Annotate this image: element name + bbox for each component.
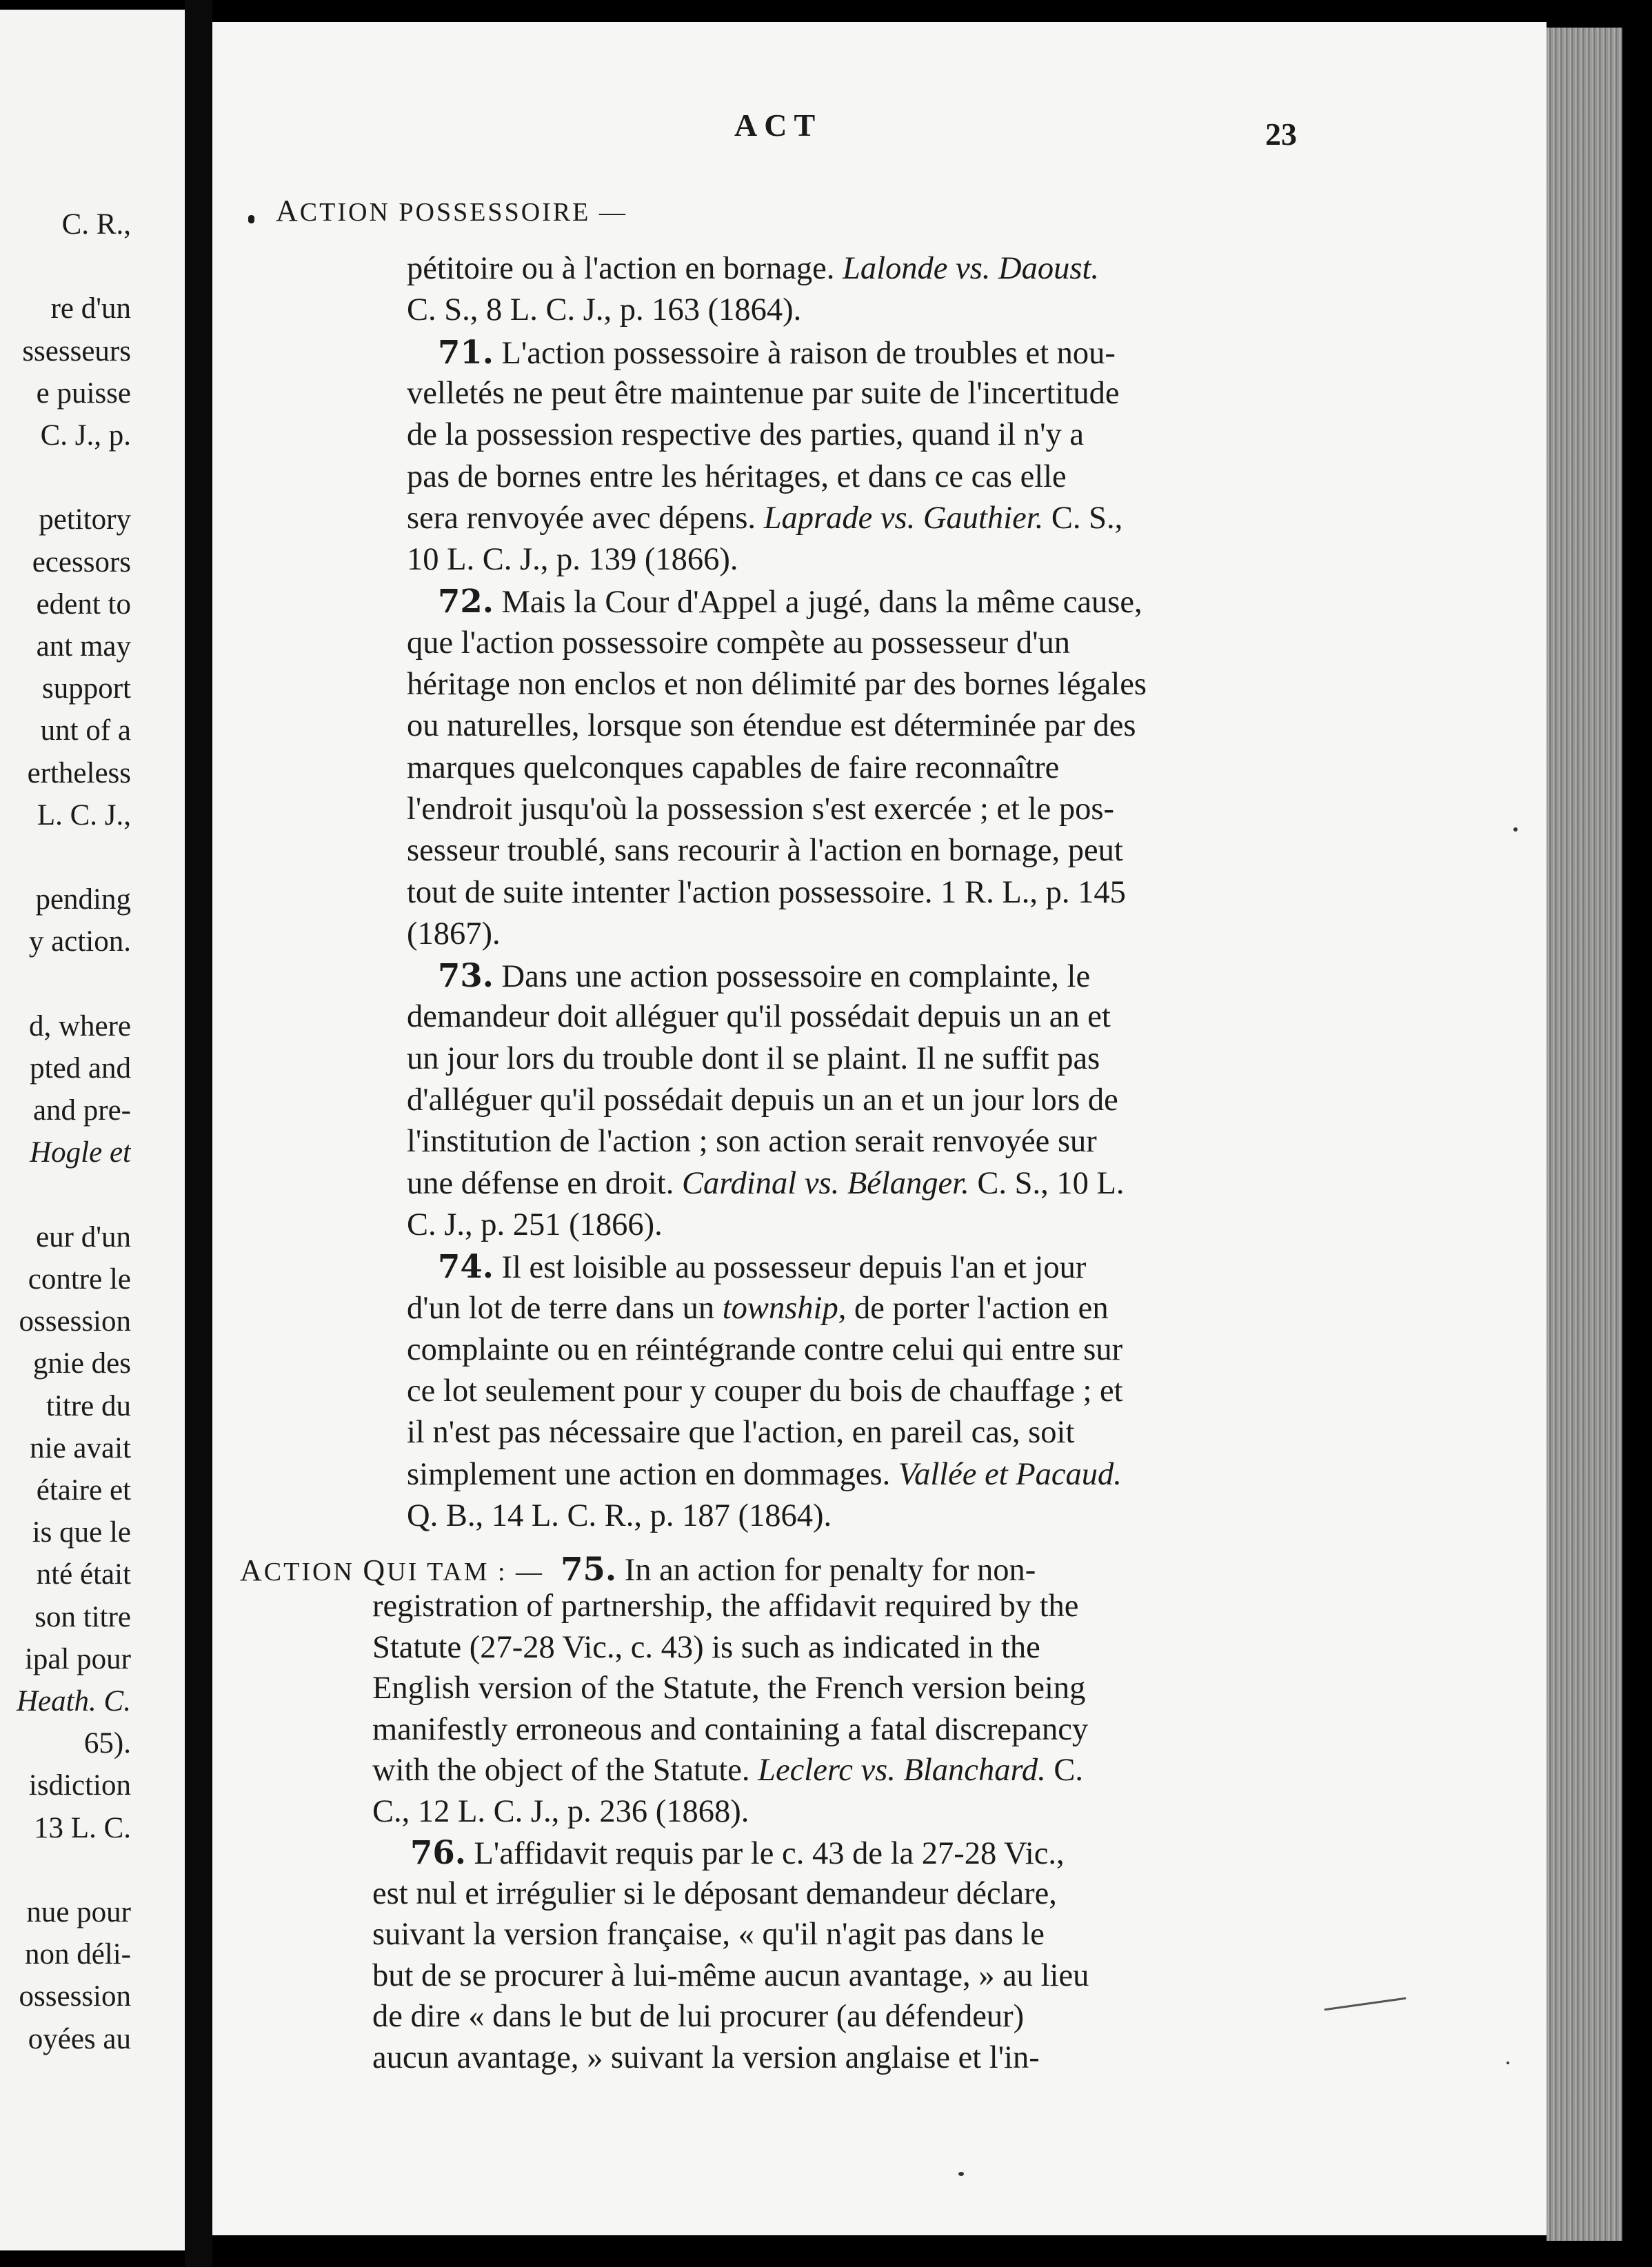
previous-page-line: eur d'un <box>36 1220 131 1253</box>
line-text: manifestly erroneous and containing a fatal discrepancy <box>372 1711 1089 1747</box>
previous-page-line: pted and <box>30 1052 131 1085</box>
previous-page-line: edent to <box>36 587 131 621</box>
previous-page-line: L. C. J., <box>37 798 131 832</box>
text-line <box>407 914 501 955</box>
previous-page-line: re d'un <box>50 292 131 325</box>
heading-text: CTION POSSESSOIRE <box>299 198 591 227</box>
previous-page-line: ant may <box>36 630 131 663</box>
previous-page-line: ossession <box>19 1980 131 2013</box>
previous-page-line: nie avait <box>30 1431 131 1464</box>
paragraph-text: In an action for penalty for non- <box>616 1553 1036 1588</box>
text-line <box>372 2037 1040 2079</box>
line-text: Q. B., 14 L. C. R., p. 187 (1864). <box>407 1498 832 1533</box>
text-line <box>407 830 1123 871</box>
previous-page-line: C. R., <box>61 208 131 241</box>
line-text: que l'action possessoire compète au possesseur d'un <box>407 625 1071 661</box>
text-line <box>407 1163 1125 1205</box>
text-line <box>407 872 1126 914</box>
previous-page-line: unt of a <box>40 714 131 747</box>
paragraph-number: 76. <box>410 1833 466 1871</box>
line-text: sera renvoyée avec dépens. <box>407 500 764 536</box>
previous-page-line: y action. <box>28 925 131 958</box>
previous-page-line: non déli- <box>24 1938 131 1971</box>
case-citation: Lalonde vs. Daoust. <box>843 251 1100 286</box>
text-line <box>372 1586 1078 1627</box>
heading-text: CTION <box>263 1558 363 1586</box>
line-text: Mais la Cour d'Appel a jugé, dans la même cause, <box>493 585 1142 621</box>
text-line <box>407 1495 832 1537</box>
previous-page-line: d, where <box>28 1009 131 1042</box>
heading-initial: A <box>240 1553 264 1587</box>
heading-colon: : — <box>489 1558 545 1586</box>
text-line <box>372 1873 1057 1915</box>
page-number: 23 <box>1265 117 1297 152</box>
line-text: Il est loisible au possesseur depuis l'an et jour <box>493 1250 1087 1286</box>
line-text: C. <box>1045 1753 1083 1788</box>
text-line <box>438 955 1090 998</box>
text-line <box>372 1668 1085 1709</box>
text-line <box>407 1412 1074 1453</box>
previous-page-line: Hogle et <box>30 1136 131 1169</box>
previous-page-line: support <box>42 672 131 705</box>
line-text: l'institution de l'action ; son action serait renvoyée sur <box>407 1124 1097 1160</box>
scan-speck <box>1513 827 1518 832</box>
text-line <box>407 1329 1122 1371</box>
text-line <box>372 1996 1024 2037</box>
previous-page-line: petitory <box>39 503 131 536</box>
line-text: C. S., 10 L. <box>969 1165 1125 1201</box>
line-text: sesseur troublé, sans recourir à l'action en bornage, peut <box>407 833 1123 869</box>
line-text: de la possession respective des parties, quand il n'y a <box>407 417 1085 453</box>
line-text: de dire « dans le but de lui procurer (au défendeur) <box>372 1999 1025 2034</box>
entry-heading-action-possessoire <box>276 193 627 228</box>
text-line <box>372 1955 1089 1997</box>
text-line <box>407 996 1111 1038</box>
text-line <box>407 248 1099 290</box>
ink-mark <box>248 215 254 223</box>
text-line <box>407 1080 1118 1121</box>
previous-page-line: Heath. C. <box>16 1685 131 1717</box>
line-text: héritage non enclos et non délimité par des bornes légales <box>407 667 1147 702</box>
paragraph-number: 74. <box>438 1247 494 1286</box>
line-text: with the object of the Statute. <box>372 1753 758 1788</box>
text-line <box>407 747 1059 789</box>
line-text: suivant la version française, « qu'il n'agit pas dans le <box>372 1917 1045 1952</box>
line-text: C., 12 L. C. J., p. 236 (1868). <box>372 1793 749 1829</box>
line-text: but de se procurer à lui-même aucun avantage, » au lieu <box>372 1957 1089 1993</box>
case-citation: Vallée et Pacaud. <box>898 1456 1122 1492</box>
line-text: 10 L. C. J., p. 139 (1866). <box>407 542 738 578</box>
previous-page-line: son titre <box>34 1600 131 1633</box>
previous-page-line: e puisse <box>36 376 131 410</box>
line-text: aucun avantage, » suivant la version anglaise et l'in- <box>372 2039 1040 2075</box>
heading-initial-q: Q <box>363 1553 387 1587</box>
line-text: il n'est pas nécessaire que l'action, en pareil cas, soit <box>407 1415 1075 1451</box>
paragraph-number: 73. <box>438 956 494 995</box>
text-line <box>372 1627 1040 1669</box>
line-text: complainte ou en réintégrande contre celui qui entre sur <box>407 1331 1123 1367</box>
text-line <box>407 1454 1122 1495</box>
text-line <box>372 1709 1088 1751</box>
line-text: marques quelconques capables de faire reconnaître <box>407 749 1060 785</box>
case-citation: Laprade vs. Gauthier. <box>763 500 1044 536</box>
paragraph-number: 72. <box>438 582 494 621</box>
text-line <box>372 1750 1083 1791</box>
previous-page-line: 13 L. C. <box>34 1811 131 1844</box>
previous-page-line: titre du <box>46 1389 131 1422</box>
line-text: Statute (27-28 Vic., c. 43) is such as indicated in the <box>372 1629 1040 1665</box>
text-line <box>407 373 1120 414</box>
text-line <box>407 1205 663 1246</box>
text-line <box>407 1121 1097 1162</box>
text-line <box>410 1832 1065 1875</box>
text-line <box>407 498 1122 539</box>
line-text: C. S., 8 L. C. J., p. 163 (1864). <box>407 292 802 328</box>
previous-page-line: isdiction <box>28 1769 131 1802</box>
scan-speck <box>958 2172 964 2176</box>
paragraph-number: 75. <box>561 1550 617 1588</box>
line-text: demandeur doit alléguer qu'il possédait depuis un an et <box>407 999 1111 1035</box>
line-text: velletés ne peut être maintenue par suite de l'incertitude <box>407 375 1120 411</box>
paragraph-number: 71. <box>438 332 494 371</box>
text-line <box>407 1038 1100 1080</box>
text-line <box>407 705 1136 747</box>
scan-speck <box>1507 2062 1509 2064</box>
text-line <box>407 664 1147 705</box>
line-text: l'endroit jusqu'où la possession s'est exercée ; et le pos- <box>407 791 1114 827</box>
line-text: Dans une action possessoire en complainte, le <box>493 959 1091 995</box>
running-head: ACT <box>734 108 823 143</box>
previous-page-line: ssesseurs <box>22 334 131 367</box>
line-text: simplement une action en dommages. <box>407 1456 898 1492</box>
line-text: un jour lors du trouble dont il se plaint. Il ne suffit pas <box>407 1040 1100 1076</box>
previous-page-line: pending <box>35 883 131 916</box>
line-text: (1867). <box>407 916 501 951</box>
entry-heading-action-qui-tam <box>240 1550 1036 1589</box>
line-text: C. S., <box>1043 500 1123 536</box>
line-text: d'alléguer qu'il possédait depuis un an et un jour lors de <box>407 1082 1118 1118</box>
previous-page-line: nté était <box>36 1558 131 1591</box>
line-text: pétitoire ou à l'action en bornage. <box>407 251 843 286</box>
case-citation: Cardinal vs. Bélanger. <box>681 1165 969 1201</box>
line-text: une défense en droit. <box>407 1165 682 1201</box>
book-gutter <box>185 0 212 2267</box>
page-stack-edge <box>1547 28 1622 2241</box>
previous-page-line: gnie des <box>32 1347 131 1380</box>
previous-page-line: 65). <box>83 1727 131 1760</box>
text-line <box>407 290 801 331</box>
line-text: pas de bornes entre les héritages, et dans ce cas elle <box>407 459 1067 494</box>
text-line <box>407 1371 1123 1412</box>
text-line <box>438 1246 1086 1289</box>
line-text: C. J., p. 251 (1866). <box>407 1207 663 1242</box>
heading-text-2: UI TAM <box>387 1558 490 1586</box>
text-line <box>407 789 1114 830</box>
previous-page-line: C. J., p. <box>40 419 131 452</box>
line-text: d'un lot de terre dans un <box>407 1290 723 1326</box>
text-line <box>372 1791 749 1833</box>
previous-page-line: oyées au <box>28 2022 131 2055</box>
text-line <box>438 581 1142 623</box>
text-line <box>407 456 1067 498</box>
text-line <box>407 414 1084 456</box>
previous-page-line: étaire et <box>36 1474 131 1507</box>
text-line <box>407 539 738 581</box>
previous-page-line: contre le <box>28 1263 131 1296</box>
previous-page-line: and pre- <box>32 1094 131 1127</box>
previous-page-line: ertheless <box>27 756 131 789</box>
line-text: tout de suite intenter l'action possessoire. 1 R. L., p. 145 <box>407 874 1126 910</box>
previous-page-line: ossession <box>19 1305 131 1338</box>
text-line <box>438 332 1116 374</box>
case-citation: Leclerc vs. Blanchard. <box>758 1753 1046 1788</box>
line-text: de porter l'action en <box>846 1290 1109 1326</box>
scan-border <box>1622 0 1652 2267</box>
heading-dash: — <box>590 198 627 227</box>
text-line <box>407 623 1070 664</box>
text-line <box>407 1288 1109 1329</box>
line-text: registration of partnership, the affidavit required by the <box>372 1589 1079 1624</box>
line-text: est nul et irrégulier si le déposant demandeur déclare, <box>372 1875 1057 1911</box>
line-text: ou naturelles, lorsque son étendue est déterminée par des <box>407 708 1136 744</box>
line-text: L'action possessoire à raison de troubles et nou- <box>493 335 1116 371</box>
previous-page-line: ipal pour <box>24 1642 131 1675</box>
previous-page-line: is que le <box>32 1516 131 1549</box>
previous-page-line: ecessors <box>32 545 131 578</box>
line-text: ce lot seulement pour y couper du bois de chauffage ; et <box>407 1373 1123 1409</box>
heading-initial: A <box>276 194 300 228</box>
case-citation: township, <box>722 1290 847 1326</box>
previous-page-line: nue pour <box>26 1896 131 1928</box>
line-text: English version of the Statute, the French version being <box>372 1671 1086 1706</box>
line-text: L'affidavit requis par le c. 43 de la 27-28 Vic., <box>465 1836 1065 1871</box>
text-line <box>372 1914 1045 1955</box>
